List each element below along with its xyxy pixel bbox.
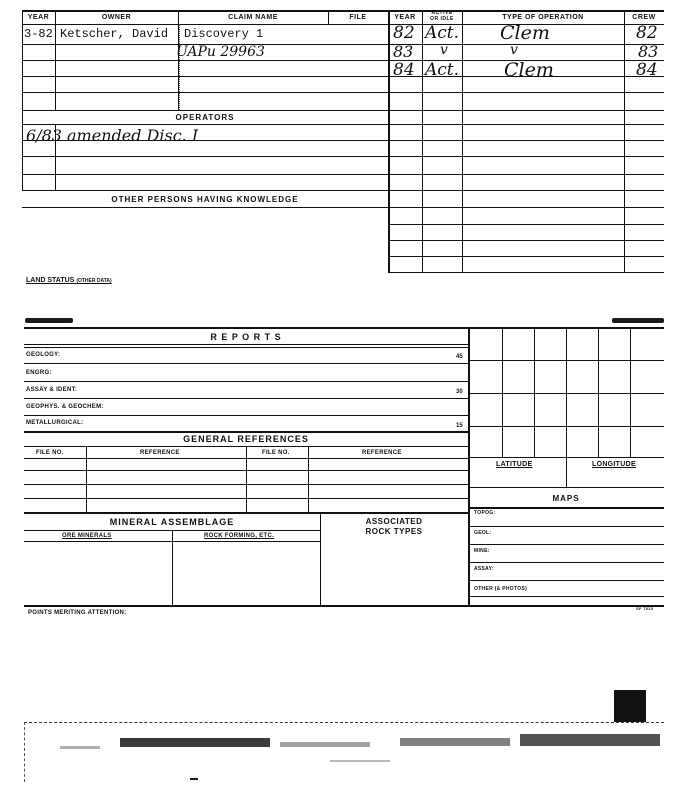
report-assay: ASSAY & IDENT:: [26, 387, 78, 393]
operators-label: OPERATORS: [175, 113, 235, 122]
activity-operation-3: Clem: [504, 59, 554, 81]
activity-year-3: 84: [393, 60, 415, 80]
scan-bar-right: [612, 318, 664, 323]
header-owner: OWNER: [101, 14, 132, 21]
ref-header-reference-2: REFERENCE: [362, 450, 402, 456]
operators-note: 6/83 amended Disc. I: [26, 126, 199, 145]
latitude-label: LATITUDE: [496, 461, 533, 468]
header-year: YEAR: [27, 14, 50, 21]
rock-forming-label: ROCK FORMING, ETC.: [204, 533, 275, 539]
maps-topog: TOPOG:: [474, 510, 496, 516]
row1-year: 3-82: [24, 27, 53, 41]
land-status-sub: (OTHER DATA): [76, 278, 112, 284]
activity-year-1: 82: [393, 23, 415, 43]
activity-status-1: Act.: [425, 23, 460, 43]
header-active-idle-1: ACTIVE: [431, 10, 453, 16]
report-geology: GEOLOGY:: [26, 352, 61, 358]
ref-header-reference-1: REFERENCE: [140, 450, 180, 456]
maps-geol: GEOL:: [474, 530, 492, 536]
report-assay-num: 30: [456, 389, 463, 395]
land-status-label: [26, 277, 112, 284]
activity-crew-2: 83: [638, 42, 659, 61]
associated-label: ASSOCIATED: [365, 517, 423, 526]
report-metallurgical-num: 15: [456, 423, 463, 429]
land-status-title: LAND STATUS: [26, 277, 75, 284]
header-claim-name: CLAIM NAME: [228, 14, 278, 21]
maps-other: OTHER (& PHOTOS): [474, 586, 528, 592]
general-references-title: GENERAL REFERENCES: [183, 434, 309, 444]
report-geophys: GEOPHYS. & GEOCHEM:: [26, 404, 104, 410]
longitude-label: LONGITUDE: [592, 461, 636, 468]
rock-types-label: ROCK TYPES: [365, 527, 423, 536]
points-meriting-attention: POINTS MERITING ATTENTION:: [28, 610, 127, 616]
header-year-2: YEAR: [394, 14, 416, 21]
activity-crew-3: 84: [636, 60, 658, 80]
row1-claim-name: Discovery 1: [184, 27, 264, 41]
ref-header-file-no-1: FILE NO.: [36, 450, 64, 456]
report-engrg: ENGRG:: [26, 370, 52, 376]
activity-status-3: Act.: [425, 60, 460, 80]
activity-status-2: v: [440, 42, 448, 58]
reports-title: R E P O R T S: [210, 332, 282, 342]
report-geology-num: 45: [456, 354, 463, 360]
maps-mine: MINE:: [474, 548, 490, 554]
claim-handwritten-note: UAPu 29963: [176, 44, 265, 60]
activity-operation-1: Clem: [500, 22, 550, 44]
ref-header-file-no-2: FILE NO.: [262, 450, 290, 456]
header-active-idle-2: OR IDLE: [430, 16, 454, 22]
activity-year-2: 83: [393, 42, 414, 61]
report-metallurgical: METALLURGICAL:: [26, 420, 84, 426]
maps-assay: ASSAY:: [474, 566, 494, 572]
header-file: FILE: [349, 14, 367, 21]
other-persons-label: OTHER PERSONS HAVING KNOWLEDGE: [111, 195, 299, 204]
form-code: SF 7515: [636, 606, 654, 611]
row1-owner: Ketscher, David: [60, 27, 169, 41]
activity-operation-2: v: [510, 42, 518, 58]
maps-title: MAPS: [552, 494, 580, 503]
header-type-of-operation: TYPE OF OPERATION: [502, 14, 584, 21]
header-crew: CREW: [632, 14, 656, 21]
ore-minerals-label: ORE MINERALS: [62, 533, 112, 539]
mineral-title: MINERAL ASSEMBLAGE: [109, 517, 235, 527]
scan-bar-left: [25, 318, 73, 323]
activity-crew-1: 82: [636, 23, 658, 43]
